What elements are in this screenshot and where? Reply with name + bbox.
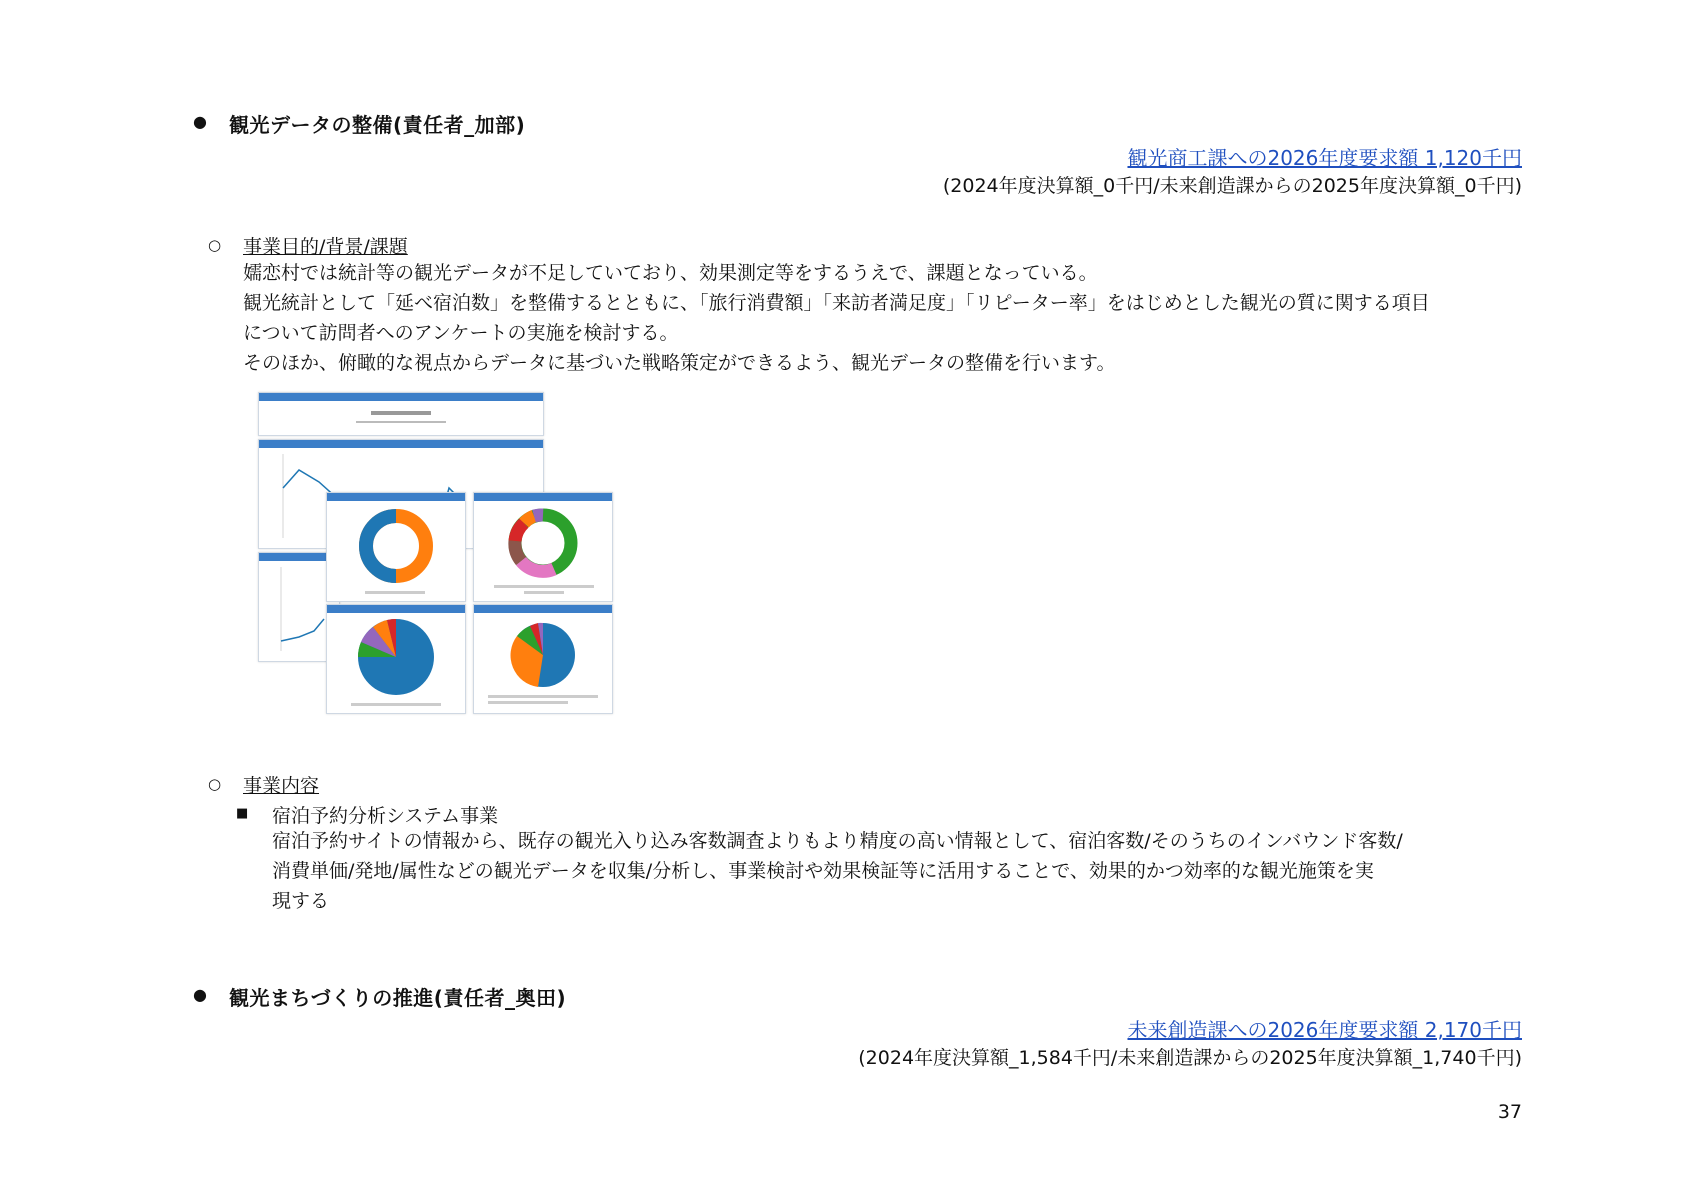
section1-title: 観光データの整備(責任者_加部) bbox=[229, 113, 526, 137]
date-caption bbox=[356, 421, 446, 423]
pie-panel-2 bbox=[473, 604, 613, 714]
content-item-marker: ■ bbox=[236, 806, 249, 821]
date-range-text bbox=[371, 411, 431, 415]
purpose-line: について訪問者へのアンケートの実施を検討する。 bbox=[243, 322, 679, 344]
donut-panel-1 bbox=[326, 492, 466, 602]
content-line: 宿泊予約サイトの情報から、既存の観光入り込み客数調査よりもより精度の高い情報として、宿泊客数/そのうちのインバウンド客数/ bbox=[272, 830, 1403, 852]
section2-settlement: (2024年度決算額_1,584千円/未来創造課からの2025年度決算額_1,740千円) bbox=[858, 1047, 1522, 1069]
content-line: 現する bbox=[272, 890, 330, 912]
content-item-title: 宿泊予約分析システム事業 bbox=[272, 805, 499, 827]
page-number: 37 bbox=[1497, 1101, 1522, 1123]
dashboard-screenshot bbox=[256, 392, 616, 717]
dashboard-date-panel bbox=[258, 392, 544, 436]
section1-bullet: ● bbox=[193, 112, 207, 131]
purpose-line: そのほか、俯瞰的な視点からデータに基づいた戦略策定ができるよう、観光データの整備を行います。 bbox=[243, 352, 1116, 374]
purpose-marker: ○ bbox=[208, 236, 222, 254]
content-line: 消費単価/発地/属性などの観光データを収集/分析し、事業検討や効果検証等に活用することで、効果的かつ効率的な観光施策を実 bbox=[272, 860, 1374, 882]
section2-title: 観光まちづくりの推進(責任者_奥田) bbox=[229, 986, 567, 1010]
legend bbox=[488, 701, 568, 704]
donut-slice-pink bbox=[521, 561, 554, 571]
content-item-body bbox=[272, 826, 1532, 916]
content-marker: ○ bbox=[208, 775, 222, 793]
content-heading: 事業内容 bbox=[243, 775, 320, 797]
donut-slice-blue bbox=[366, 516, 396, 576]
pie-chart-1 bbox=[327, 613, 465, 713]
pie-panel-1 bbox=[326, 604, 466, 714]
section1-settlement: (2024年度決算額_0千円/未来創造課からの2025年度決算額_0千円) bbox=[942, 175, 1522, 197]
purpose-line: 観光統計として「延べ宿泊数」を整備するとともに、「旅行消費額」「来訪者満足度」「リピーター率」をはじめとした観光の質に関する項目 bbox=[243, 292, 1430, 314]
legend bbox=[488, 695, 598, 698]
donut-slice-brown bbox=[515, 541, 521, 561]
series-line bbox=[281, 619, 324, 641]
section1-request-link[interactable]: 観光商工課への2026年度要求額 1,120千円 bbox=[1127, 146, 1522, 170]
purpose-line: 嬬恋村では統計等の観光データが不足していており、効果測定等をするうえで、課題となっている。 bbox=[243, 262, 1098, 284]
section2-request-link[interactable]: 未来創造課への2026年度要求額 2,170千円 bbox=[1127, 1018, 1522, 1042]
section2-bullet: ● bbox=[193, 985, 207, 1004]
donut-panel-2 bbox=[473, 492, 613, 602]
legend bbox=[351, 703, 441, 706]
legend bbox=[524, 591, 564, 594]
pie-chart-2 bbox=[474, 613, 612, 713]
donut-chart-1 bbox=[327, 501, 465, 601]
donut-slice-red bbox=[515, 523, 524, 541]
donut-slice-orange bbox=[524, 516, 534, 523]
purpose-body bbox=[243, 258, 1523, 378]
donut-chart-2 bbox=[474, 501, 612, 601]
legend bbox=[365, 591, 425, 594]
donut-slice-purple bbox=[534, 515, 543, 516]
legend bbox=[494, 585, 594, 588]
purpose-heading: 事業目的/背景/課題 bbox=[243, 236, 408, 258]
